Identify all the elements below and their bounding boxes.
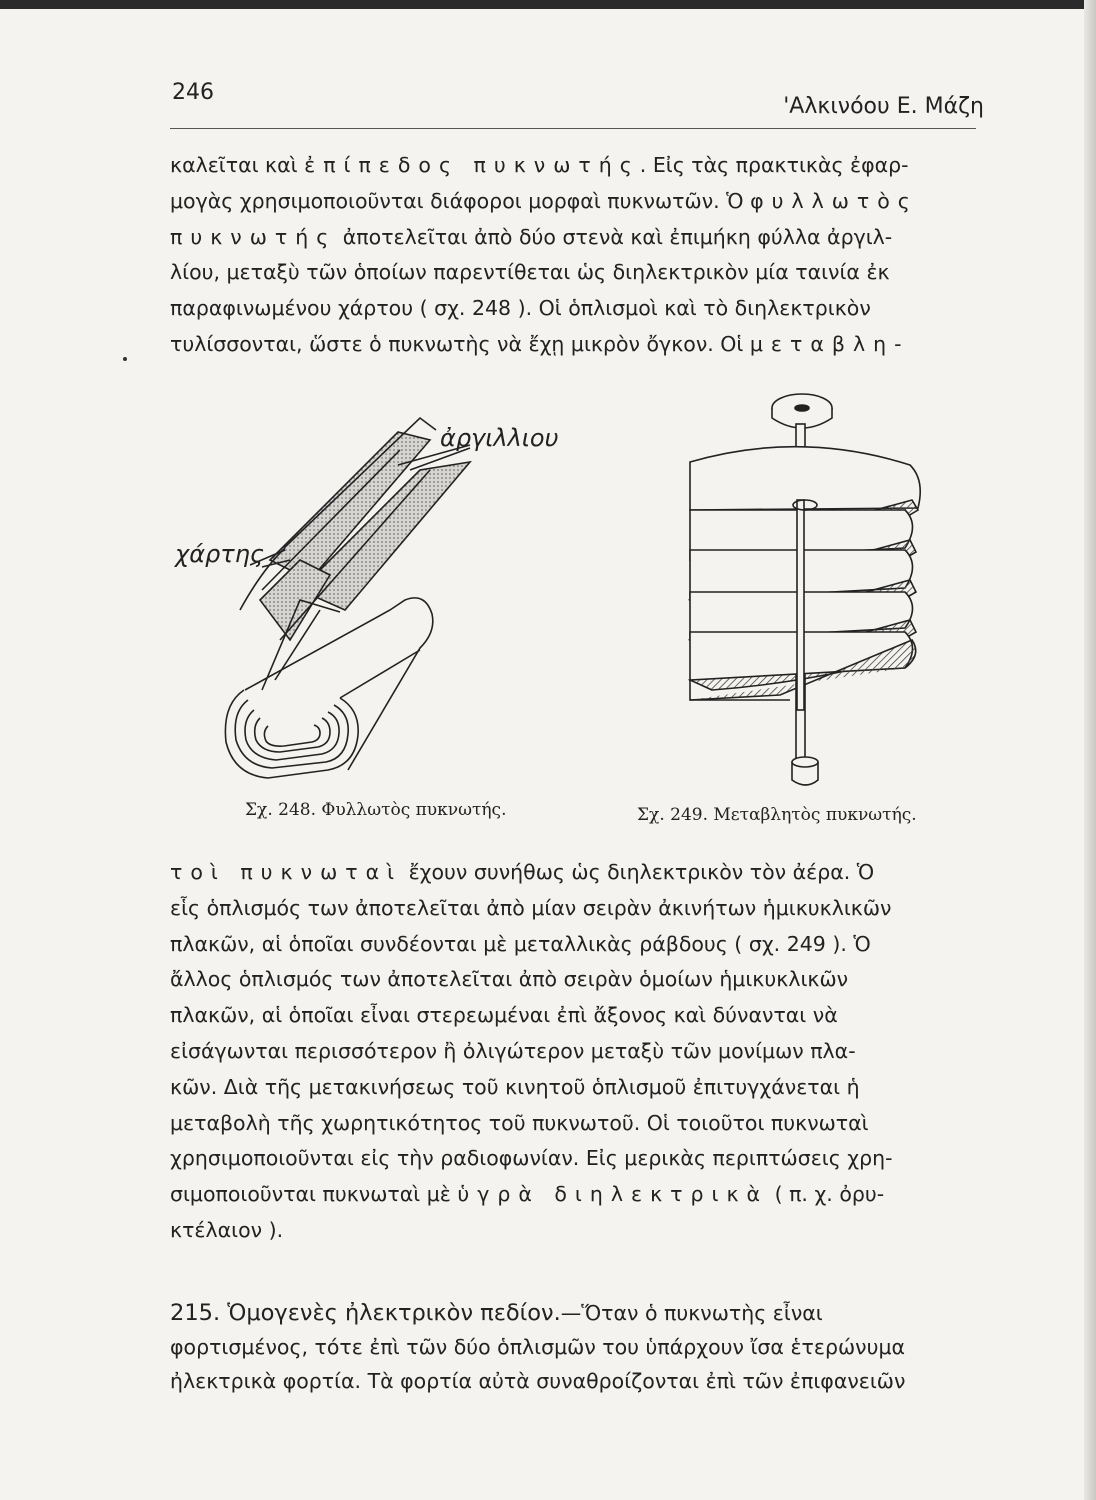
text-line: τοὶ πυκνωταὶ ἔχουν συνήθως ὡς διηλεκτρικὸν τὸν ἀέρα. Ὁ bbox=[170, 860, 875, 884]
text-line: ἠλεκτρικὰ φορτία. Τὰ φορτία αὐτὰ συναθροίζονται ἐπὶ τῶν ἐπιφανειῶν bbox=[170, 1369, 906, 1393]
spaced-term: μεταβλη- bbox=[749, 331, 910, 356]
text-line: χρησιμοποιοῦνται εἰς τὴν ραδιοφωνίαν. Εἰς μερικὰς περιπτώσεις χρη- bbox=[170, 1146, 893, 1171]
text-line: 215. Ὁμογενὲς ἠλεκτρικὸν πεδίον.—Ὅταν ὁ πυκνωτὴς εἶναι bbox=[170, 1300, 823, 1326]
figure-249-caption: Σχ. 249. Μεταβλητὸς πυκνωτής. bbox=[637, 805, 917, 825]
label-aluminium: ἀργιλλιου bbox=[440, 424, 559, 452]
text-line: παραφινωμένου χάρτου ( σχ. 248 ). Οἱ ὁπλισμοὶ καὶ τὸ διηλεκτρικὸν bbox=[170, 296, 871, 321]
text-line: φορτισμένος, τότε ἐπὶ τῶν δύο ὁπλισμῶν του ὑπάρχουν ἴσα ἑτερώνυμα bbox=[170, 1335, 906, 1359]
text-line: καλεῖται καὶ ἐπίπεδος πυκνωτής. Εἰς τὰς πρακτικὰς ἐφαρ- bbox=[170, 153, 909, 177]
page-number: 246 bbox=[172, 80, 214, 105]
figure-248-caption: Σχ. 248. Φυλλωτὸς πυκνωτής. bbox=[245, 800, 507, 820]
label-paper: χάρτης bbox=[175, 540, 265, 568]
spaced-term: ὑγρὰ διηλεκτρικὰ bbox=[457, 1182, 769, 1207]
variable-capacitor-drawing bbox=[690, 394, 920, 785]
text-line: σιμοποιοῦνται πυκνωταὶ μὲ ὑγρὰ διηλεκτρικὰ ( π. χ. ὀρυ- bbox=[170, 1182, 885, 1207]
spaced-term: φυλλωτὸς bbox=[750, 188, 918, 213]
paragraph-2 bbox=[170, 855, 966, 1249]
spaced-term: τοὶ πυκνωταὶ bbox=[170, 860, 403, 884]
text-line: πλακῶν, αἱ ὁποῖαι συνδέονται μὲ μεταλλικὰς ράβδους ( σχ. 249 ). Ὁ bbox=[170, 931, 871, 956]
running-head: 'Αλκινόου Ε. Μάζη bbox=[783, 94, 984, 119]
text-line: εἷς ὁπλισμός των ἀποτελεῖται ἀπὸ μίαν σειρὰν ἀκινήτων ἡμικυκλικῶν bbox=[170, 895, 892, 920]
spaced-term: πυκνωτής bbox=[170, 224, 337, 249]
text-line: μογὰς χρησιμοποιοῦνται διάφοροι μορφαὶ πυκνωτῶν. Ὁ φυλλωτὸς bbox=[170, 188, 918, 213]
spaced-term: ἐπίπεδος πυκνωτής bbox=[304, 153, 640, 177]
text-line: μεταβολὴ τῆς χωρητικότητος τοῦ πυκνωτοῦ. Οἱ τοιοῦτοι πυκνωταὶ bbox=[170, 1110, 869, 1135]
text-line: λίου, μεταξὺ τῶν ὁποίων παρεντίθεται ὡς διηλεκτρικὸν μία ταινία ἐκ bbox=[170, 260, 890, 285]
text-line: πλακῶν, αἱ ὁποῖαι εἶναι στερεωμέναι ἐπὶ ἄξονος καὶ δύνανται νὰ bbox=[170, 1003, 838, 1028]
text-line: κτέλαιον ). bbox=[170, 1217, 284, 1242]
text-line: κῶν. Διὰ τῆς μετακινήσεως τοῦ κινητοῦ ὁπλισμοῦ ἐπιτυγχάνεται ἡ bbox=[170, 1074, 860, 1099]
section-title: 215. Ὁμογενὲς ἠλεκτρικὸν πεδίον. bbox=[170, 1300, 561, 1326]
text-line: τυλίσσονται, ὥστε ὁ πυκνωτὴς νὰ ἔχῃ μικρὸν ὄγκον. Οἱ μεταβλη- bbox=[170, 331, 910, 356]
text-line: εἰσάγωνται περισσότερον ἢ ὀλιγώτερον μεταξὺ τῶν μονίμων πλα- bbox=[170, 1038, 856, 1063]
text-line: πυκνωτής ἀποτελεῖται ἀπὸ δύο στενὰ καὶ ἐπιμήκη φύλλα ἀργιλ- bbox=[170, 224, 893, 249]
section-215 bbox=[170, 1296, 966, 1398]
text-line: ἄλλος ὁπλισμός των ἀποτελεῖται ἀπὸ σειρὰν ὁμοίων ἡμικυκλικῶν bbox=[170, 967, 849, 992]
rolled-capacitor-drawing bbox=[225, 418, 470, 778]
